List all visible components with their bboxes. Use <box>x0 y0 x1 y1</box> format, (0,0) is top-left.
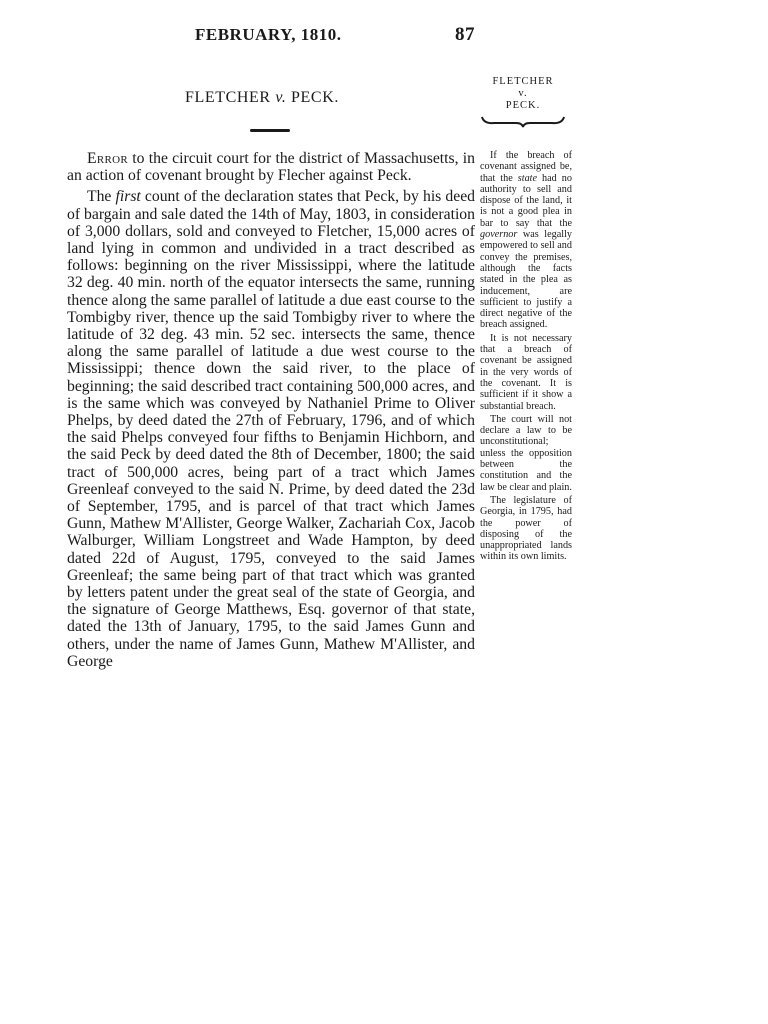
sidenote-1-text-b: had no authority to sell and dispose of the land, it is not a good plea in bar to say that the <box>480 172 572 229</box>
margin-title-versus: v. <box>518 88 528 99</box>
brace-ornament-icon <box>480 114 566 128</box>
marginal-notes <box>480 150 572 563</box>
running-head <box>195 24 475 46</box>
margin-title-plaintiff: FLETCHER <box>492 76 554 87</box>
sidenote-1-governor: governor <box>480 229 518 241</box>
sidenote-1-text-c: was legally empowered to sell and convey the premises, although the facts stated in the plea as inducement, are sufficient to justify a direct negative of the breach assigned. <box>480 229 572 331</box>
case-plaintiff: FLETCHER <box>185 89 271 106</box>
margin-title-defendant: PECK. <box>505 100 541 111</box>
case-title <box>185 89 339 107</box>
paragraph-first-count <box>67 188 475 670</box>
paragraph-first-count-article: The <box>87 188 116 206</box>
case-defendant: PECK. <box>291 89 339 106</box>
paragraph-lead-word: Error <box>87 150 129 167</box>
sidenote-1-state: state <box>517 172 538 184</box>
sidenote-1 <box>480 150 572 331</box>
sidenote-2: It is not necessary that a breach of covenant be assigned in the very words of the covenant. It is sufficient if it show a substantial breach. <box>480 332 572 412</box>
running-head-date: FEBRUARY, 1810. <box>195 25 342 44</box>
paragraph-intro <box>67 150 475 184</box>
paragraph-intro-text: to the circuit court for the district of Massachusetts, in an action of covenant brought by Flecher against Peck. <box>67 150 475 185</box>
sidenote-3: The court will not declare a law to be unconstitutional; unless the opposition between the constitution and the law be clear and plain. <box>480 413 572 493</box>
main-text-column <box>67 150 475 670</box>
page-number: 87 <box>455 24 475 45</box>
paragraph-first-count-text: count of the declaration states that Peck, by his deed of bargain and sale dated the 14th of May, 1803, in consideration of 3,000 dollars, sold and conveyed to Fletcher, 15,000 acres of land lying in common and undivided in a tract described as follows: beginning on the river Mississippi, where the latitude 32 deg. 40 min. north of the equator intersects the same, running thence along the same parallel of latitude a due east course to the Tombigby river, thence up the said Tombigby river to where the latitude of 32 deg. 43 min. 52 sec. intersects the same, thence along the same parallel of latitude a due west course to the Mississippi; thence down the said river, to the place of beginning; the said described tract containing 500,000 acres, and is the same which was conveyed by Nathaniel Prime to Oliver Phelps, by deed dated the 27th of February, 1796, and of which the said Phelps conveyed four fifths to Benjamin Hichborn, and the said Peck by deed dated the 8th of December, 1800; the said tract of 500,000 acres, being part of a tract which James Greenleaf conveyed to the said N. Prime, by deed dated the 23d of September, 1795, and is parcel of that tract which James Gunn, Mathew M'Allister, George Walker, Zachariah Cox, Jacob Walburger, William Longstreet and Wade Hampton, by deed dated 22d of August, 1795, conveyed to the said James Greenleaf; the same being part of that tract which was granted by letters patent under the great seal of the state of Georgia, and the signature of George Matthews, Esq. governor of that state, dated the 13th of January, 1795, to the said James Gunn and others, under the name of James Gunn, Mathew M'Allister, and George <box>67 188 476 670</box>
sidenote-1-text-a: If the breach of covenant assigned be, that the <box>480 150 572 184</box>
margin-case-title <box>478 76 568 132</box>
sidenote-4: The legislature of Georgia, in 1795, had the power of disposing of the unappropriated lands within its own limits. <box>480 494 572 563</box>
title-rule-divider <box>250 129 290 132</box>
paragraph-first-count-emphasis: first <box>115 188 141 206</box>
case-versus: v. <box>275 89 287 106</box>
